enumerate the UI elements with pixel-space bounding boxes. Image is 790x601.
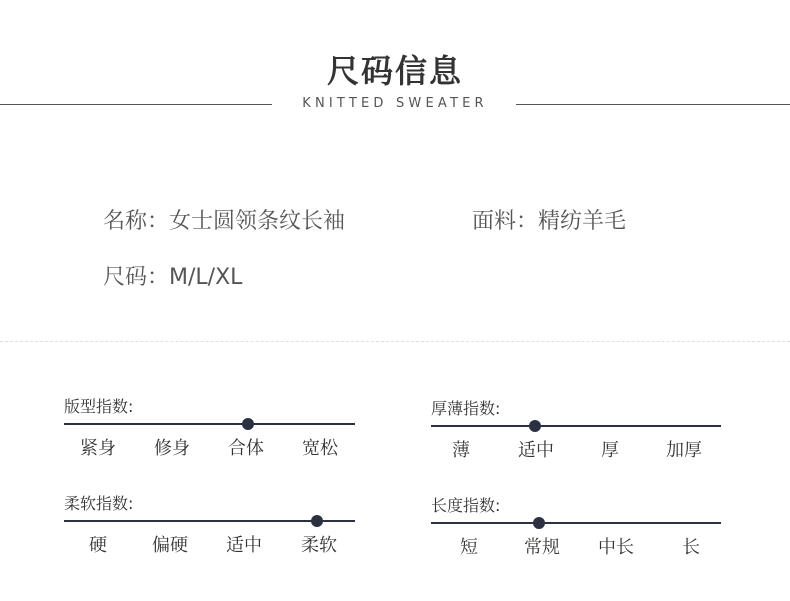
page-title: 尺码信息 [326, 52, 463, 90]
fit-option-slim: 修身 [154, 438, 190, 459]
subtitle-divider-left [0, 104, 272, 105]
fit-index-scale [64, 394, 364, 464]
page-subtitle: KNITTED SWEATER [302, 96, 488, 111]
fit-index-label: 版型指数: [64, 397, 134, 416]
softness-index-scale [64, 491, 364, 561]
softness-option-fairly-hard: 偏硬 [152, 535, 188, 556]
softness-index-marker [311, 515, 323, 527]
thickness-index-label: 厚薄指数: [431, 399, 501, 418]
thickness-option-thick: 厚 [601, 440, 619, 461]
thickness-option-extra-thick: 加厚 [666, 440, 702, 461]
thickness-index-marker [529, 420, 541, 432]
fit-option-tight: 紧身 [80, 438, 116, 459]
length-option-mid-long: 中长 [598, 537, 634, 558]
length-index-scale [431, 493, 731, 563]
length-index-marker [533, 517, 545, 529]
length-option-regular: 常规 [524, 537, 560, 558]
thickness-index-scale [431, 396, 731, 466]
thickness-option-thin: 薄 [452, 440, 470, 461]
product-name: 名称：女士圆领条纹长袖 [103, 209, 346, 234]
fit-index-marker [242, 418, 254, 430]
softness-option-soft: 柔软 [301, 535, 337, 556]
thickness-option-medium: 适中 [518, 440, 554, 461]
fit-option-loose: 宽松 [302, 438, 338, 459]
softness-option-hard: 硬 [89, 535, 107, 556]
length-option-long: 长 [682, 537, 700, 558]
softness-index-label: 柔软指数: [64, 494, 134, 513]
fit-option-regular: 合体 [228, 438, 264, 459]
length-index-track [431, 522, 721, 524]
fit-index-track [64, 423, 355, 425]
length-option-short: 短 [460, 537, 478, 558]
subtitle-divider-right [516, 104, 790, 105]
product-size: 尺码：M/L/XL [103, 265, 243, 290]
thickness-index-track [431, 425, 721, 427]
softness-option-medium: 适中 [226, 535, 262, 556]
length-index-label: 长度指数: [431, 496, 501, 515]
product-fabric: 面料：精纺羊毛 [472, 209, 627, 234]
section-divider [0, 341, 790, 342]
